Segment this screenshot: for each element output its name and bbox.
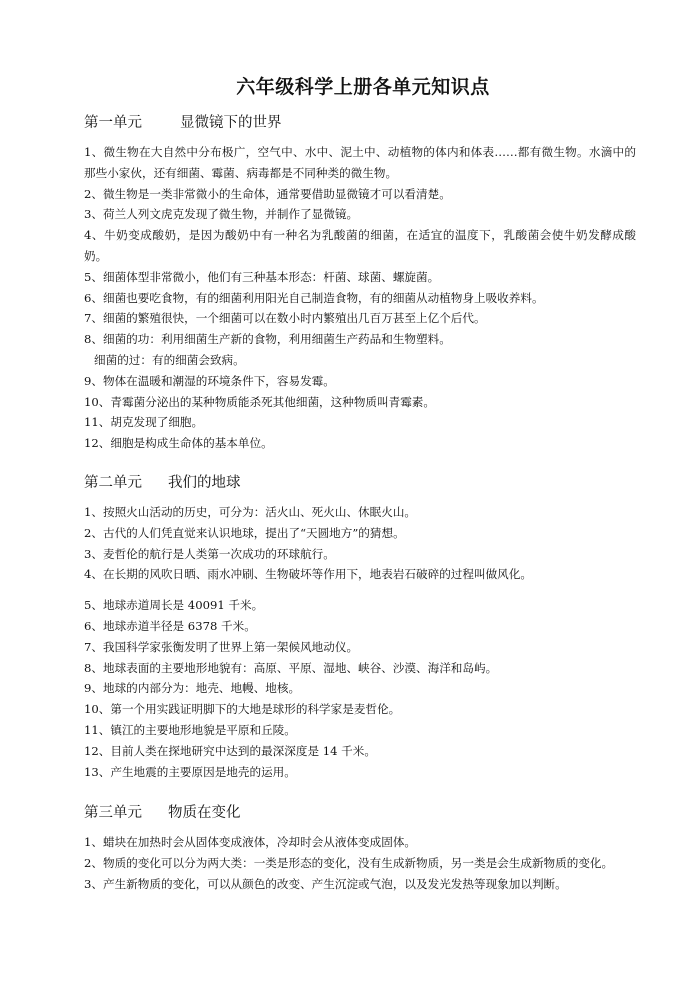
unit-1-name: 显微镜下的世界	[180, 115, 282, 131]
list-item: 3、荷兰人列文虎克发现了微生物，并制作了显微镜。	[84, 207, 359, 222]
list-item: 12、目前人类在探地研究中达到的最深深度是 14 千米。	[84, 743, 376, 758]
list-item: 6、地球赤道半径是 6378 千米。	[84, 618, 256, 633]
unit-1-heading	[84, 112, 636, 134]
list-item: 2、古代的人们凭直觉来认识地球，提出了“天圆地方”的猜想。	[84, 525, 405, 540]
unit-2-heading	[84, 472, 636, 494]
list-item: 7、我国科学家张衡发明了世界上第一架候风地动仪。	[84, 639, 359, 654]
list-item: 5、细菌体型非常微小，他们有三种基本形态：杆菌、球菌、螺旋菌。	[84, 269, 440, 284]
list-item: 10、第一个用实践证明脚下的大地是球形的科学家是麦哲伦。	[84, 702, 401, 717]
unit-3-label: 第三单元	[84, 805, 142, 822]
list-item: 5、地球赤道周长是 40091 千米。	[84, 598, 264, 613]
unit-2-name: 我们的地球	[168, 474, 241, 491]
unit-2-list	[84, 502, 636, 782]
list-item: 2、物质的变化可以分为两大类：一类是形态的变化，没有生成新物质，另一类是会生成新物质的变化。	[84, 856, 614, 871]
list-item: 8、细菌的功：利用细菌生产新的食物，利用细菌生产药品和生物塑料。	[84, 332, 451, 347]
list-item: 9、地球的内部分为：地壳、地幔、地核。	[84, 681, 301, 696]
list-item: 4、牛奶变成酸奶，是因为酸奶中有一种名为乳酸菌的细菌，在适宜的温度下，乳酸菌会使牛奶发酵成酸奶。	[84, 228, 636, 263]
list-item: 8、地球表面的主要地形地貌有：高原、平原、湿地、峡谷、沙漠、海洋和岛屿。	[84, 660, 498, 675]
list-item: 1、蜡块在加热时会从固体变成液体，冷却时会从液体变成固体。	[84, 835, 417, 850]
list-item: 6、细菌也要吃食物，有的细菌利用阳光自己制造食物，有的细菌从动植物身上吸收养料。	[84, 290, 544, 305]
page-title: 六年级科学上册各单元知识点	[236, 76, 490, 98]
list-item: 11、镇江的主要地形地貌是平原和丘陵。	[84, 722, 296, 737]
unit-1-list	[84, 142, 636, 454]
unit-1-label: 第一单元	[84, 115, 142, 131]
list-item: 3、麦哲伦的航行是人类第一次成功的环球航行。	[84, 546, 335, 561]
unit-1-section	[84, 112, 636, 454]
list-item: 13、产生地震的主要原因是地壳的运用。	[84, 764, 296, 779]
unit-3-heading	[84, 802, 636, 824]
unit-3-list	[84, 832, 636, 894]
list-item: 10、青霉菌分泌出的某种物质能杀死其他细菌，这种物质叫青霉素。	[84, 394, 435, 409]
unit-3-name: 物质在变化	[168, 805, 241, 822]
list-item: 1、按照火山活动的历史，可分为：活火山、死火山、休眠火山。	[84, 504, 417, 519]
unit-2-section	[84, 472, 636, 782]
list-item: 3、产生新物质的变化，可以从颜色的改变、产生沉淀或气泡，以及发光发热等现象加以判断。	[84, 876, 567, 891]
unit-2-label: 第二单元	[84, 474, 142, 491]
list-item: 11、胡克发现了细胞。	[84, 415, 204, 430]
list-item: 9、物体在温暖和潮湿的环境条件下，容易发霉。	[84, 373, 335, 388]
list-item: 7、细菌的繁殖很快，一个细菌可以在数小时内繁殖出几百万甚至上亿个后代。	[84, 311, 486, 326]
list-item: 1、微生物在大自然中分布极广，空气中、水中、泥土中、动植物的体内和体表……都有微生物。水滴中的那些小家伙，还有细菌、霉菌、病毒都是不同种类的微生物。	[84, 145, 636, 180]
list-item: 细菌的过：有的细菌会致病。	[94, 352, 245, 367]
unit-3-section	[84, 802, 636, 894]
list-item: 4、在长期的风吹日晒、雨水冲刷、生物破坏等作用下，地表岩石破碎的过程叫做风化。	[84, 567, 532, 582]
list-item: 2、微生物是一类非常微小的生命体，通常要借助显微镜才可以看清楚。	[84, 186, 451, 201]
list-item: 12、细胞是构成生命体的基本单位。	[84, 436, 273, 451]
